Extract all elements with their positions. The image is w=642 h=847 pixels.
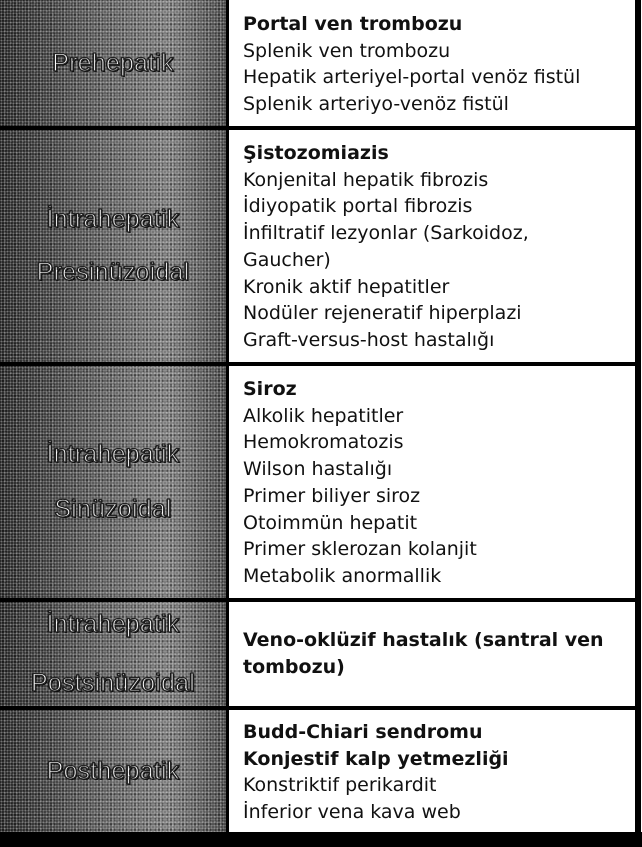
causes-cell (229, 602, 635, 706)
cause-item: Primer sklerozan kolanjit (243, 538, 477, 561)
cause-item: Splenik ven trombozu (243, 39, 451, 62)
table-row (0, 602, 638, 706)
cause-item: Kronik aktif hepatitler (243, 275, 450, 298)
cause-item: İnferior vena kava web (243, 801, 461, 824)
cause-item: Splenik arteriyo-venöz fistül (243, 93, 509, 116)
cause-item: Alkolik hepatitler (243, 404, 404, 427)
causes-cell (229, 130, 635, 362)
causes-cell (229, 710, 635, 832)
table-row (0, 130, 638, 362)
cause-item: Metabolik anormallik (243, 564, 442, 587)
category-cell (0, 130, 226, 362)
category-label: Posthepatik (46, 756, 180, 785)
cause-item: Budd-Chiari sendromu (243, 721, 483, 743)
causes-cell (229, 0, 635, 126)
cause-item: Hepatik arteriyel-portal venöz fistül (243, 66, 581, 89)
category-cell (0, 0, 226, 126)
cause-item: Graft-versus-host hastalığı (243, 328, 495, 351)
cause-item: Nodüler rejeneratif hiperplazi (243, 302, 522, 325)
cause-item: Primer biliyer siroz (243, 484, 421, 507)
cause-item: Konjestif kalp yetmezliği (243, 747, 509, 770)
category-sublabel: Sinüzoidal (54, 495, 172, 523)
cause-item: Konstriktif perikardit (243, 774, 437, 797)
cause-item: Gaucher) (243, 248, 331, 271)
cause-item: Wilson hastalığı (243, 458, 393, 481)
category-label: Prehepatik (52, 48, 174, 77)
category-cell (0, 602, 226, 706)
cause-item: İnfiltratif lezyonlar (Sarkoidoz, (243, 222, 529, 245)
cause-item: Şistozomiazis (243, 142, 389, 164)
cause-item: Portal ven trombozu (243, 13, 463, 35)
category-cell (0, 366, 226, 598)
category-label: İntrahepatik (46, 440, 180, 468)
cause-item: tombozu) (243, 656, 345, 678)
table-row (0, 0, 638, 126)
cause-item: Siroz (243, 378, 297, 400)
category-label: İntrahepatik (46, 610, 180, 638)
cause-item: Veno-oklüzif hastalık (santral ven (243, 629, 604, 652)
cause-item: İdiyopatik portal fibrozis (243, 195, 473, 218)
category-label: İntrahepatik (46, 205, 180, 233)
bottom-border (0, 832, 642, 847)
cause-item: Konjenital hepatik fibrozis (243, 168, 489, 191)
causes-cell (229, 366, 635, 598)
category-sublabel: Postsinüzoidal (30, 669, 195, 697)
category-sublabel: Presinüzoidal (36, 258, 190, 286)
cause-item: Otoimmün hepatit (243, 511, 418, 534)
table-row (0, 366, 638, 598)
table-row (0, 710, 638, 832)
category-cell (0, 710, 226, 832)
cause-item: Hemokromatozis (243, 431, 404, 454)
